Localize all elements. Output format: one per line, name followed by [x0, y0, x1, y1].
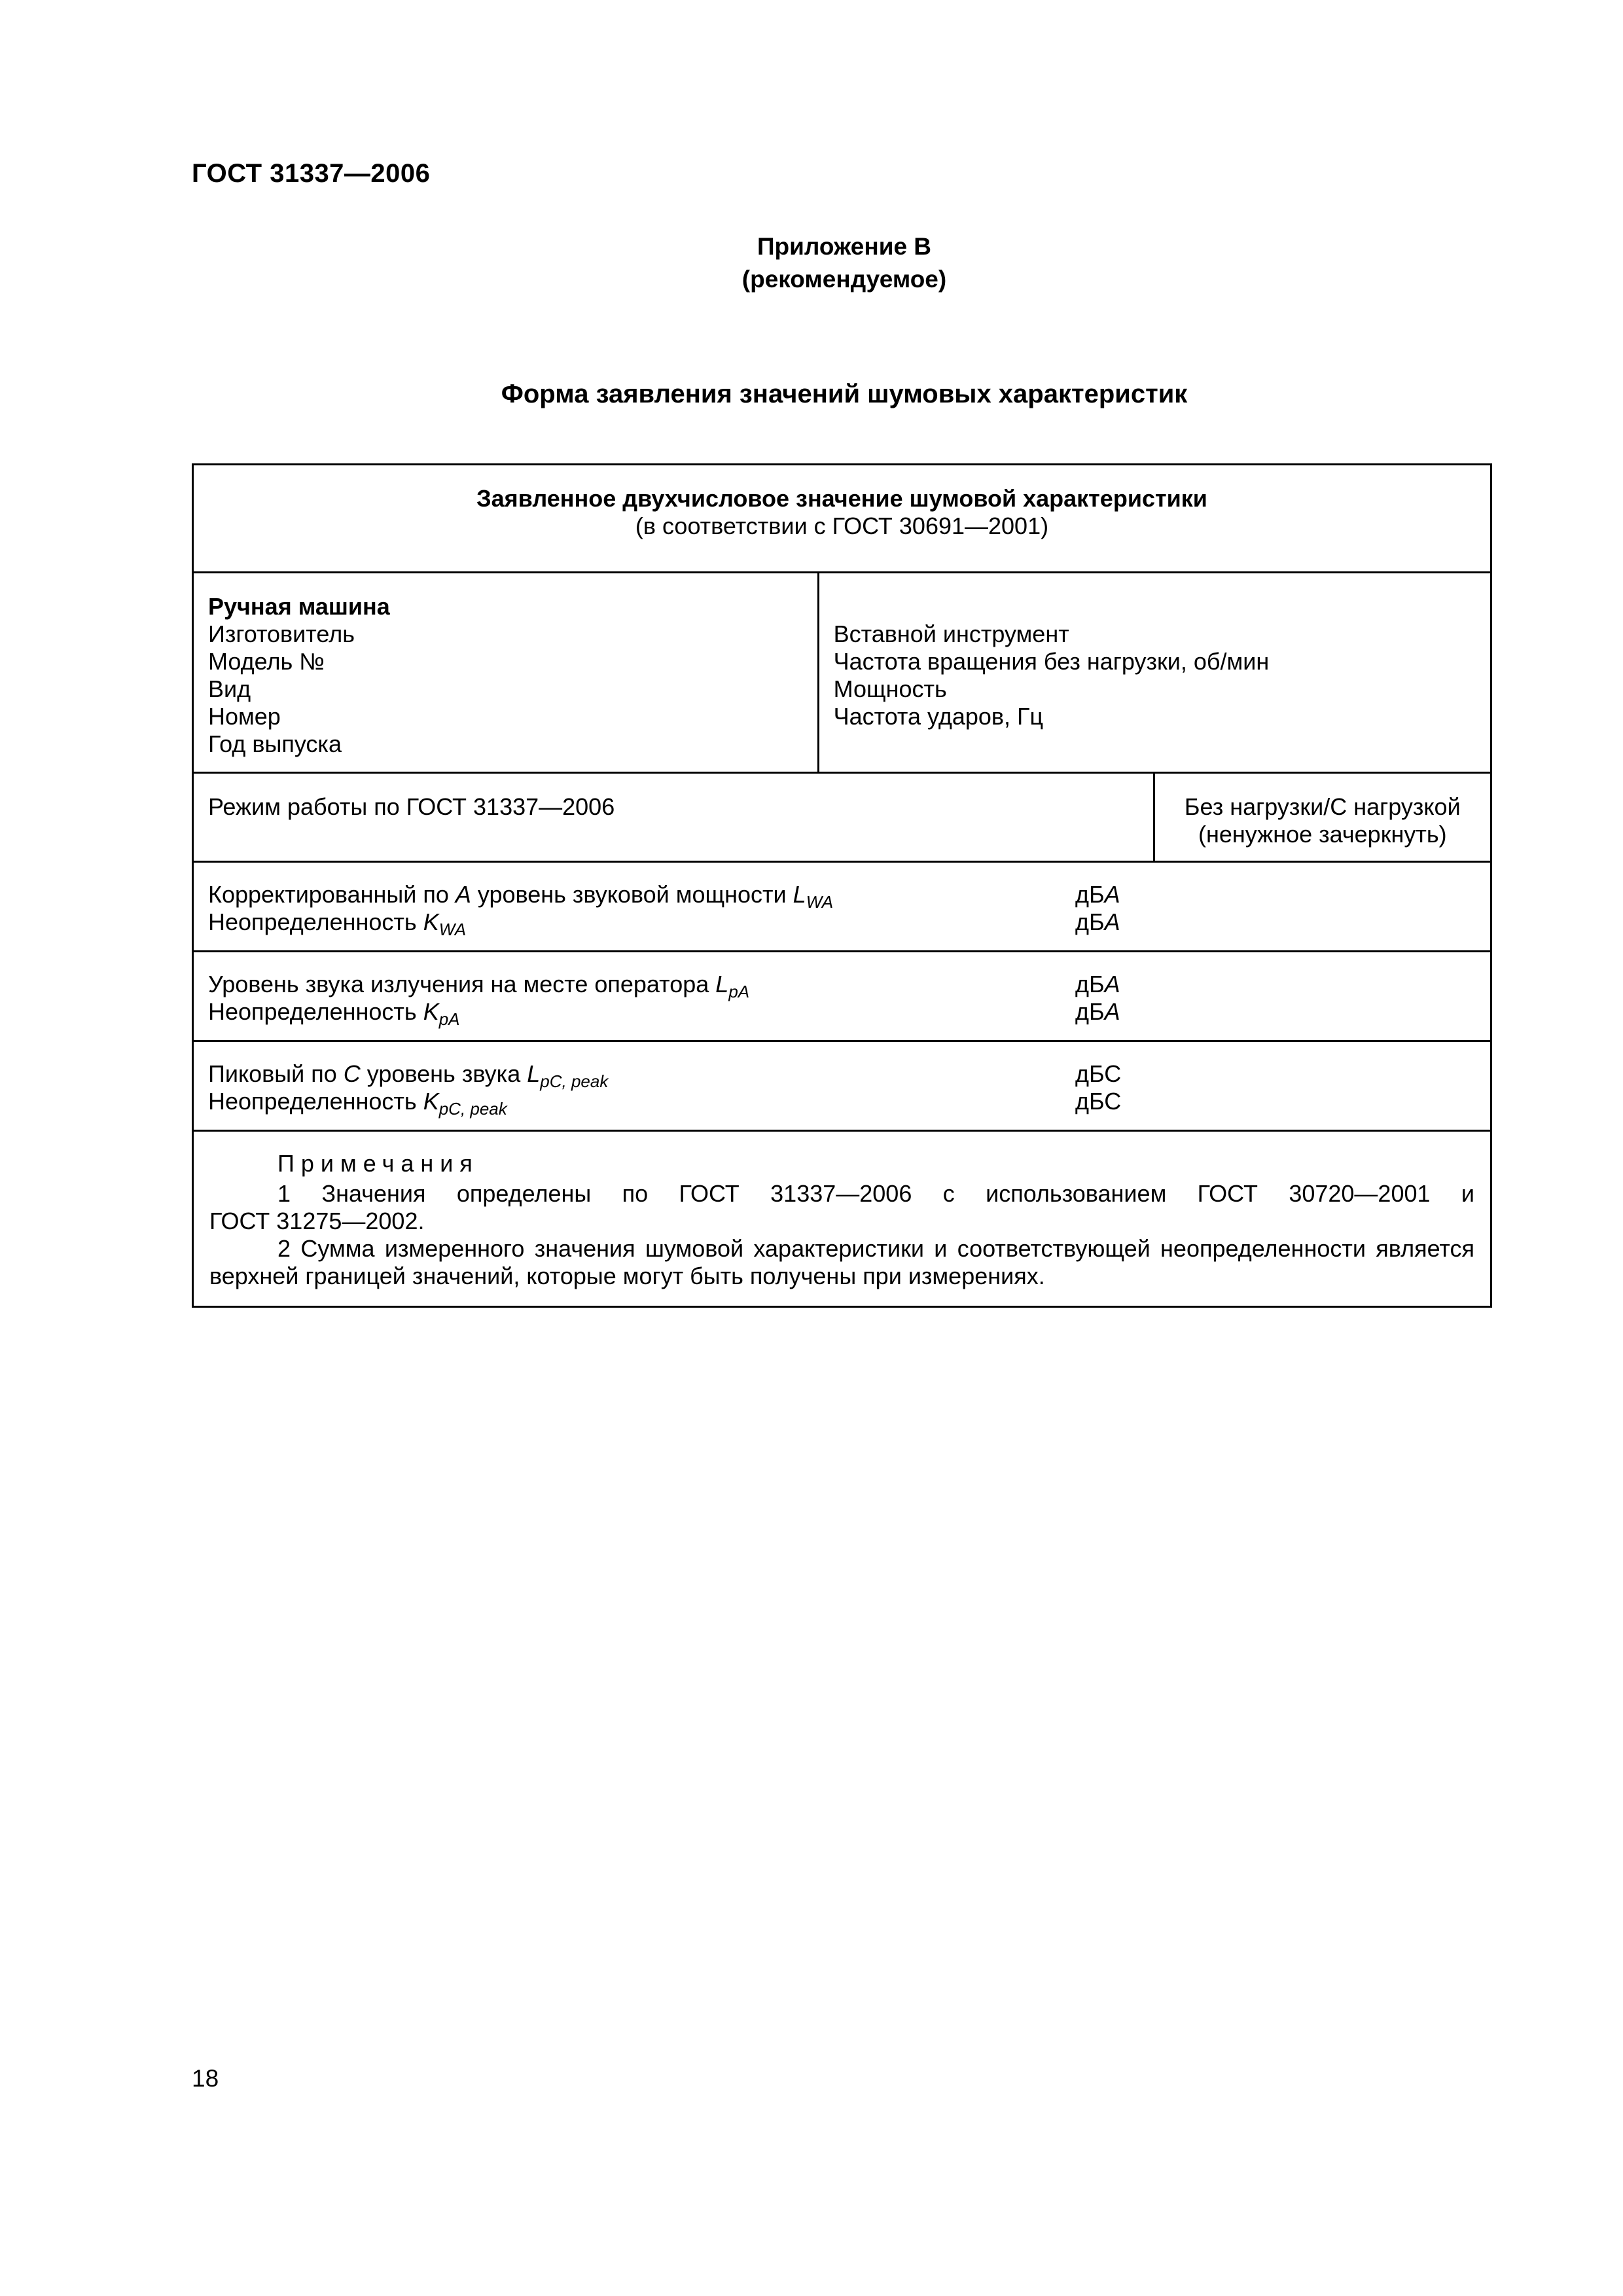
power-uncertainty-unit: дБА [1075, 908, 1120, 935]
note-2-line-1: 2 Сумма измеренного значения шумовой характеристики и соответствующей неопределенности является [277, 1235, 1474, 1262]
regime-option-cell [1154, 773, 1491, 862]
tool-field-power: Мощность [833, 675, 947, 702]
note-2-line-2: верхней границей значений, которые могут быть получены при измерениях. [209, 1263, 1045, 1289]
operator-uncertainty-label: Неопределенность $K_{pA}$ [208, 998, 460, 1029]
tool-field-insert: Вставной инструмент [833, 620, 1069, 647]
tool-field-impact: Частота ударов, Гц [833, 703, 1044, 730]
tool-cell [818, 573, 1491, 773]
regime-option: Без нагрузки/С нагрузкой [1184, 793, 1461, 820]
peak-level-label: Пиковый по С уровень звука $L_{pC, peak}$ [208, 1060, 609, 1091]
note-1-line-1: 1 Значения определены по ГОСТ 31337—2006 с использованием ГОСТ 30720—2001 и [277, 1180, 1474, 1207]
peak-uncertainty-unit: дБС [1075, 1088, 1122, 1115]
notes-heading: Примечания [277, 1150, 479, 1177]
regime-option-note: (ненужное зачеркнуть) [1198, 821, 1447, 848]
notes-row [193, 1131, 1491, 1307]
operator-level-unit: дБА [1075, 971, 1120, 997]
appendix-heading [0, 230, 1623, 296]
appendix-title: Приложение В [757, 233, 932, 260]
operator-cell [193, 952, 1491, 1041]
machine-cell [193, 573, 819, 773]
operator-uncertainty-unit: дБА [1075, 998, 1120, 1025]
head-title: Заявленное двухчисловое значение шумовой характеристики [476, 485, 1207, 512]
peak-uncertainty-label: Неопределенность $K_{pC, peak}$ [208, 1088, 507, 1119]
machine-field-number: Номер [208, 703, 281, 730]
power-cell [193, 862, 1491, 952]
regime-label: Режим работы по ГОСТ 31337—2006 [208, 793, 615, 820]
declaration-form-table [192, 463, 1492, 1308]
peak-level-unit: дБС [1075, 1060, 1122, 1087]
operator-row [193, 952, 1491, 1041]
machine-field-type: Вид [208, 675, 251, 702]
power-level-unit: дБА [1075, 881, 1120, 908]
peak-row [193, 1041, 1491, 1131]
machine-field-manufacturer: Изготовитель [208, 620, 355, 647]
operator-level-label: Уровень звука излучения на месте оператора $L_{pA}$ [208, 971, 750, 1001]
tool-field-speed: Частота вращения без нагрузки, об/мин [833, 648, 1270, 675]
table-head-row [193, 465, 1491, 573]
regime-row [193, 773, 1491, 862]
machine-title: Ручная машина [208, 593, 390, 620]
peak-cell [193, 1041, 1491, 1131]
machine-field-year: Год выпуска [208, 730, 342, 757]
note-1-line-2: ГОСТ 31275—2002. [209, 1208, 425, 1234]
notes-cell [193, 1131, 1491, 1307]
table-head-cell [193, 465, 1491, 573]
head-subtitle: (в соответствии с ГОСТ 30691—2001) [635, 512, 1049, 539]
machine-info-row [193, 573, 1491, 773]
document-code: ГОСТ 31337—2006 [192, 159, 431, 188]
power-level-label: Корректированный по A уровень звуковой мощности $L_{WA}$ [208, 881, 834, 912]
power-row [193, 862, 1491, 952]
power-uncertainty-label: Неопределенность $K_{WA}$ [208, 908, 467, 939]
appendix-status: (рекомендуемое) [741, 266, 947, 293]
regime-label-cell [193, 773, 1154, 862]
form-title: Форма заявления значений шумовых характеристик [501, 380, 1188, 408]
page-number: 18 [192, 2065, 219, 2092]
machine-field-model: Модель № [208, 648, 325, 675]
